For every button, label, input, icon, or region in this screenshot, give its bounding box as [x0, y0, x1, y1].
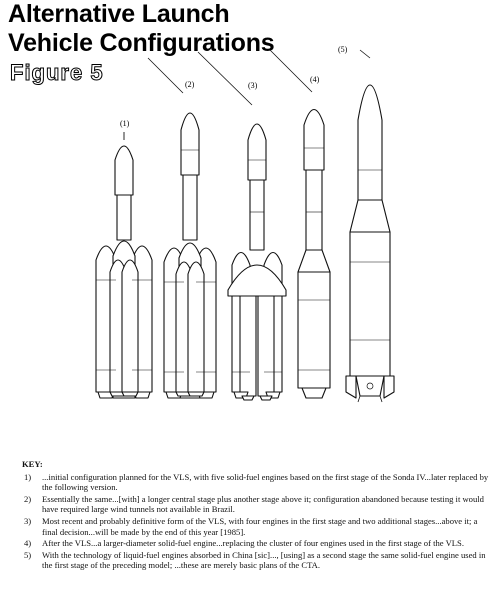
pointer-line-2	[148, 58, 183, 93]
pointer-line-5	[360, 50, 370, 58]
pointer-line-3	[198, 52, 252, 105]
rocket-2	[164, 113, 216, 398]
rocket-3	[228, 124, 286, 400]
key-item-text: After the VLS...a larger-diameter solid-fuel engine...replacing the cluster of four engines used in the first stage of the VLS.	[42, 538, 464, 549]
key-item-number: 3)	[24, 515, 32, 526]
title-line-2: Vehicle Configurations	[8, 29, 275, 57]
key-item-text: With the technology of liquid-fuel engines absorbed in China [sic]..., [using] as a second stage the same solid-fuel engine used in the first stage of the preceding model; ...these are merely basic plans of the CTA.	[42, 549, 486, 571]
key-item-text: Most recent and probably definitive form of the VLS, with four engines in the first stage and two additional stages...above it; a final decision...will be made by the end of this year [1985].	[42, 515, 478, 537]
key-title: KEY:	[22, 459, 43, 469]
key-item-number: 1)	[24, 471, 32, 482]
title-line-1: Alternative Launch	[8, 0, 230, 28]
rocket-4	[298, 110, 330, 399]
key-item-text: Essentially the same...[with] a longer central stage plus another stage above it; configuration abandoned because testing it would have required large wind tunnels not available in Brazil.	[42, 493, 484, 515]
key-item-number: 2)	[24, 493, 32, 504]
rocket-label-3: (3)	[248, 81, 258, 90]
key-item-1	[22, 472, 492, 493]
rocket-5	[346, 85, 394, 402]
key-item-5	[22, 550, 492, 571]
label-pointer-lines	[148, 50, 370, 105]
key-item-text: ...initial configuration planned for the VLS, with five solid-fuel engines based on the first stage of the Sonda IV...later replaced by the following version.	[42, 471, 489, 493]
rocket-label-4: (4)	[310, 75, 320, 84]
rocket-label-1: (1)	[120, 119, 130, 128]
key-item-3	[22, 516, 492, 537]
rocket-1	[96, 132, 152, 398]
key-item-number: 5)	[24, 549, 32, 560]
key-item-number: 4)	[24, 538, 32, 549]
pointer-line-4	[270, 50, 312, 92]
figure-label: Figure 5	[10, 60, 104, 85]
key-item-4	[22, 538, 492, 549]
rocket-label-5: (5)	[338, 45, 348, 54]
rocket-label-2: (2)	[185, 80, 195, 89]
key-item-2	[22, 494, 492, 515]
key-legend	[22, 459, 492, 572]
